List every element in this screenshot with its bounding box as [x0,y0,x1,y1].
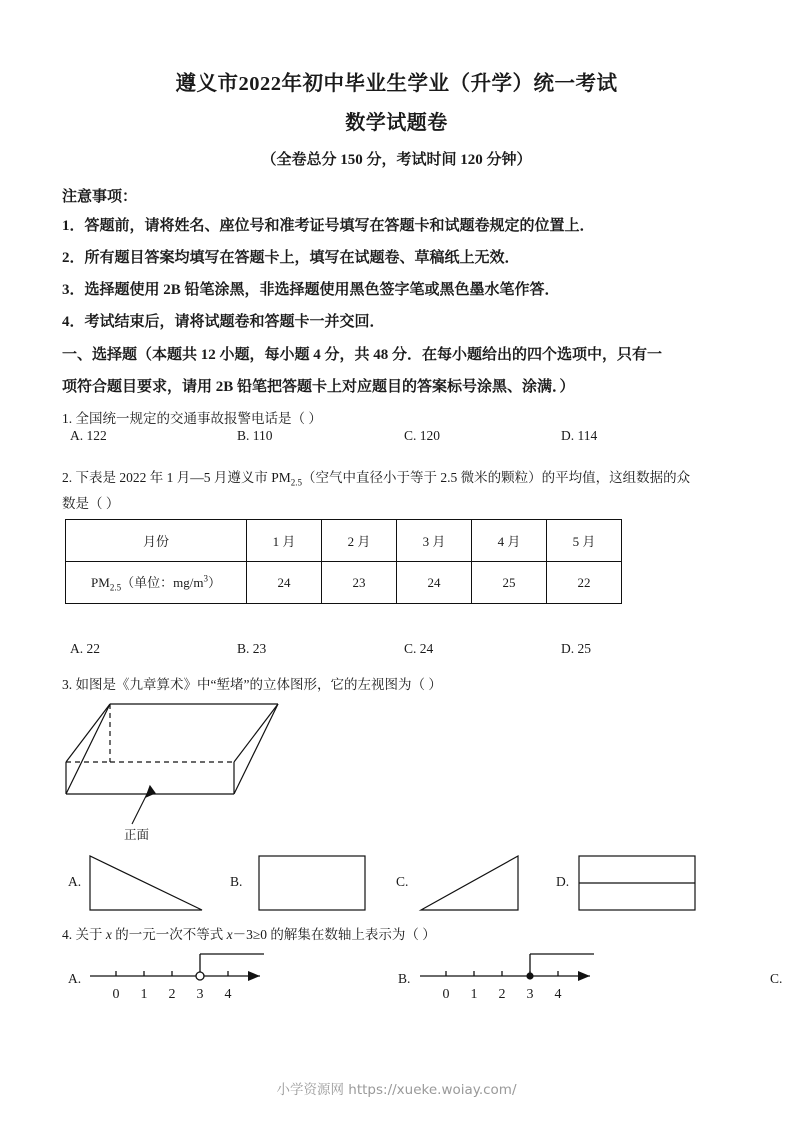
option-a[interactable]: A. 22 [70,641,100,656]
tick-label: 4 [554,987,562,1002]
option-a-label[interactable]: A. [68,971,82,986]
table-row [66,520,622,562]
option-c[interactable]: C. 24 [404,641,434,656]
option-d-shape-split-rectangle[interactable] [576,852,702,916]
question-1-stem: 1. 全国统一规定的交通事故报警电话是（ ） [62,411,322,426]
option-c-label[interactable]: C. [396,874,409,889]
table-cell-month: 2 月 [322,520,397,562]
notice-item: 4．考试结束后，请将试题卷和答题卡一并交回． [62,314,385,330]
option-c[interactable]: C. 120 [404,428,441,443]
table-cell-value: 25 [472,562,547,604]
question-2-stem-line1: 2. 下表是 2022 年 1 月—5 月遵义市 $PM_{2.5}$（空气中直径小于等于 2.5 微米的颗粒）的平均值，这组数据的众 [62,470,691,488]
table-row [66,562,622,604]
notice-item: 1．答题前，请将姓名、座位号和准考证号填写在答题卡和试题卷规定的位置上． [62,218,595,234]
tick-label: 3 [526,987,534,1002]
table-cell-value: 23 [322,562,397,604]
exam-meta: （全卷总分 150 分，考试时间 120 分钟） [261,152,532,168]
question-3-option-figures [0,848,793,920]
option-d-label[interactable]: D. [556,874,570,889]
option-d[interactable]: D. 25 [561,641,591,656]
page-title: 遵义市2022年初中毕业生学业（升学）统一考试 [175,73,618,95]
tick-label: 2 [168,987,176,1002]
option-c-shape-right-triangle[interactable] [418,852,526,916]
page-subtitle: 数学试题卷 [345,112,448,134]
tick-label: 0 [442,987,450,1002]
option-b-numberline-filled-dot[interactable] [418,950,614,1004]
question-4-option-figures [0,950,793,1010]
section-heading-line1: 一、选择题（本题共 12 小题，每小题 4 分，共 48 分．在每小题给出的四个选项中，只有一 [62,347,663,363]
option-c-label[interactable]: C. [770,971,783,986]
tick-label: 2 [498,987,506,1002]
option-a-numberline-open-circle[interactable] [88,950,284,1004]
notice-item: 3．选择题使用 2B 铅笔涂黑，非选择题使用黑色签字笔或黑色墨水笔作答． [62,282,560,298]
prism-front-face-label: 正面 [124,828,150,842]
notice-heading: 注意事项： [62,189,138,205]
table-cell-value: 24 [397,562,472,604]
section-heading-line2: 项符合题目要求，请用 2B 铅笔把答题卡上对应题目的答案标号涂黑、涂满．） [62,379,575,395]
tick-label: 1 [140,987,148,1002]
prism-figure [62,694,322,842]
tick-label: 4 [224,987,232,1002]
question-2-options [0,641,793,661]
table-cell-month: 5 月 [547,520,622,562]
table-cell-month: 3 月 [397,520,472,562]
question-3-stem: 3. 如图是《九章算术》中“堑堵”的立体图形，它的左视图为（ ） [62,677,442,692]
table-row-header-month: 月份 [66,520,247,562]
table-row-header-pm25: $PM_{2.5}$（单位：$mg/m^3$） [66,562,247,604]
question-4-stem: 4. 关于 x 的一元一次不等式 x－3≥0 的解集在数轴上表示为（ ） [62,927,436,942]
table-cell-month: 1 月 [247,520,322,562]
question-1-options [0,428,793,448]
option-d[interactable]: D. 114 [561,428,598,443]
pm25-table [65,519,622,604]
tick-label: 3 [196,987,204,1002]
option-b-shape-rectangle[interactable] [256,852,370,916]
option-b-label[interactable]: B. [398,971,411,986]
option-b-label[interactable]: B. [230,874,243,889]
table-cell-month: 4 月 [472,520,547,562]
watermark: 小学资源网 https://xueke.woiay.com/ [276,1082,517,1098]
option-a-label[interactable]: A. [68,874,82,889]
tick-label: 1 [470,987,478,1002]
question-2-stem-line2: 数是（ ） [62,496,120,511]
option-b[interactable]: B. 110 [237,428,273,443]
option-a[interactable]: A. 122 [70,428,107,443]
table-cell-value: 22 [547,562,622,604]
option-a-shape-right-triangle[interactable] [86,852,208,916]
tick-label: 0 [112,987,120,1002]
notice-item: 2．所有题目答案均填写在答题卡上，填写在试题卷、草稿纸上无效． [62,250,520,266]
table-cell-value: 24 [247,562,322,604]
option-b[interactable]: B. 23 [237,641,267,656]
